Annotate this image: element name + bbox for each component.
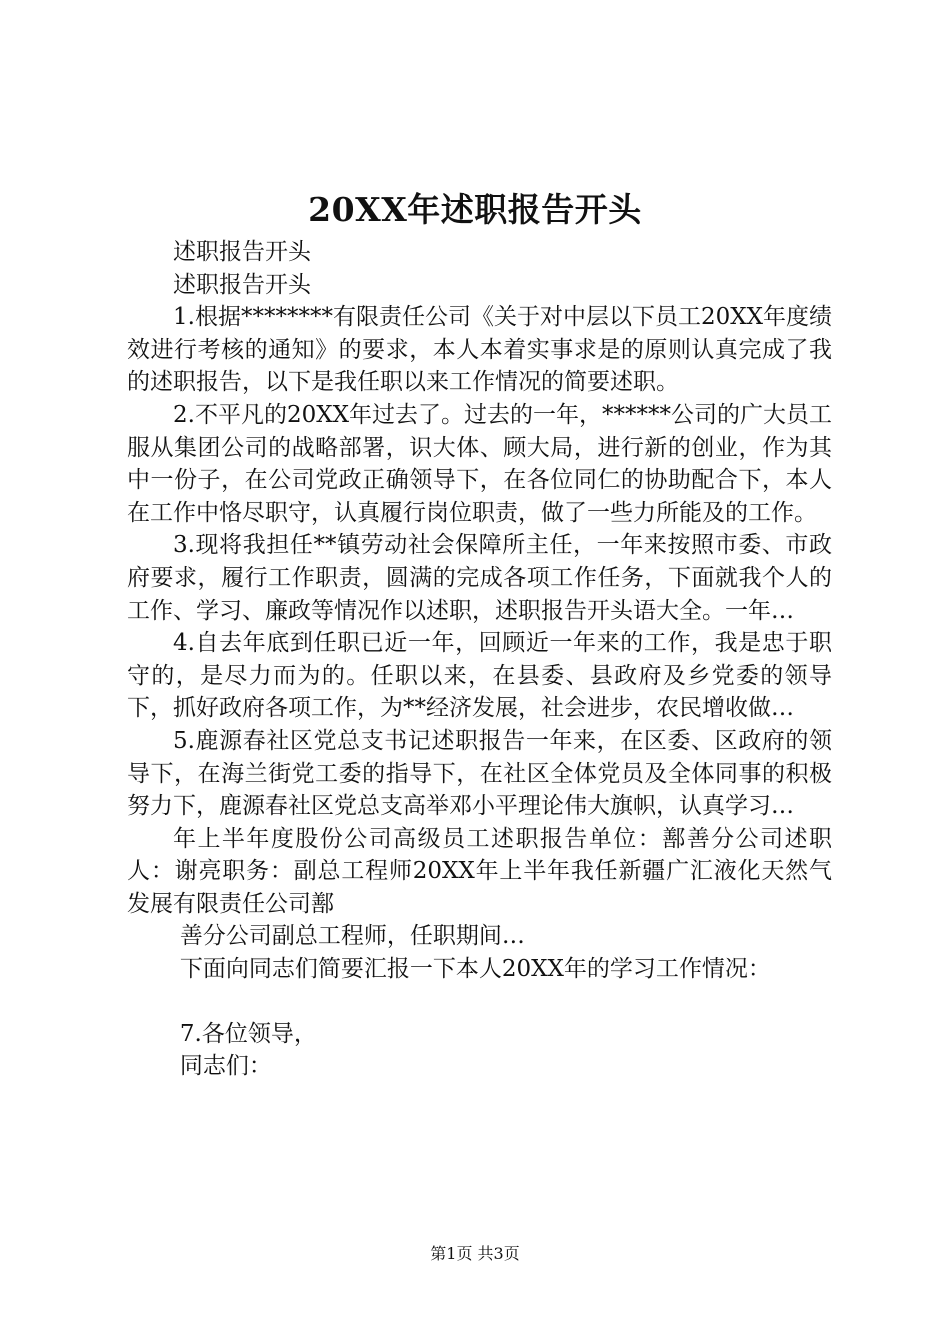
paragraph-item-4: 4.自去年底到任职已近一年，回顾近一年来的工作，我是忠于职守的，是尽力而为的。任职以来，在县委、县政府及乡党委的领导下，抓好政府各项工作，为**经济发展，社会进步，农民增收做… — [127, 630, 832, 722]
paragraph-item-2: 2.不平凡的20XX年过去了。过去的一年，******公司的广大员工服从集团公司的战略部署，识大体、顾大局，进行新的创业，作为其中一份子，在公司党政正确领导下，在各位同仁的协助配合下，本人在工作中恪尽职守，认真履行岗位职责，做了一些力所能及的工作。 — [127, 401, 832, 526]
paragraph-item-1: 1.根据********有限责任公司《关于对中层以下员工20XX年度绩效进行考核的通知》的要求，本人本着实事求是的原则认真完成了我的述职报告，以下是我任职以来工作情况的简要述职。 — [127, 304, 832, 396]
paragraph-item-5: 5.鹿源春社区党总支书记述职报告一年来，在区委、区政府的领导下，在海兰街党工委的指导下，在社区全体党员及全体同事的积极努力下，鹿源春社区党总支高举邓小平理论伟大旗帜，认真学习… — [127, 727, 832, 820]
paragraph-item-3: 3.现将我担任**镇劳动社会保障所主任，一年来按照市委、市政府要求，履行工作职责，圆满的完成各项工作任务，下面就我个人的工作、学习、廉政等情况作以述职，述职报告开头语大全。一年… — [127, 532, 832, 624]
paragraph-item-6: 年上半年度股份公司高级员工述职报告单位：鄯善分公司述职人：谢亮职务：副总工程师20XX年上半年我任新疆广汇液化天然气发展有限责任公司鄯 — [127, 825, 832, 917]
document-body — [127, 236, 832, 1083]
paragraph-heading-2: 述职报告开头 — [173, 271, 311, 298]
paragraph-salutation: 同志们： — [179, 1053, 272, 1080]
page-number-footer: 第1页 共3页 — [430, 1244, 520, 1263]
document-title: 20XX年述职报告开头 — [308, 190, 642, 229]
paragraph-summary-intro: 下面向同志们简要汇报一下本人20XX年的学习工作情况： — [179, 956, 771, 983]
paragraph-item-7: 7.各位领导， — [179, 1020, 317, 1047]
paragraph-heading-1: 述职报告开头 — [173, 239, 311, 265]
paragraph-item-6-continued: 善分公司副总工程师，任职期间… — [179, 923, 525, 950]
